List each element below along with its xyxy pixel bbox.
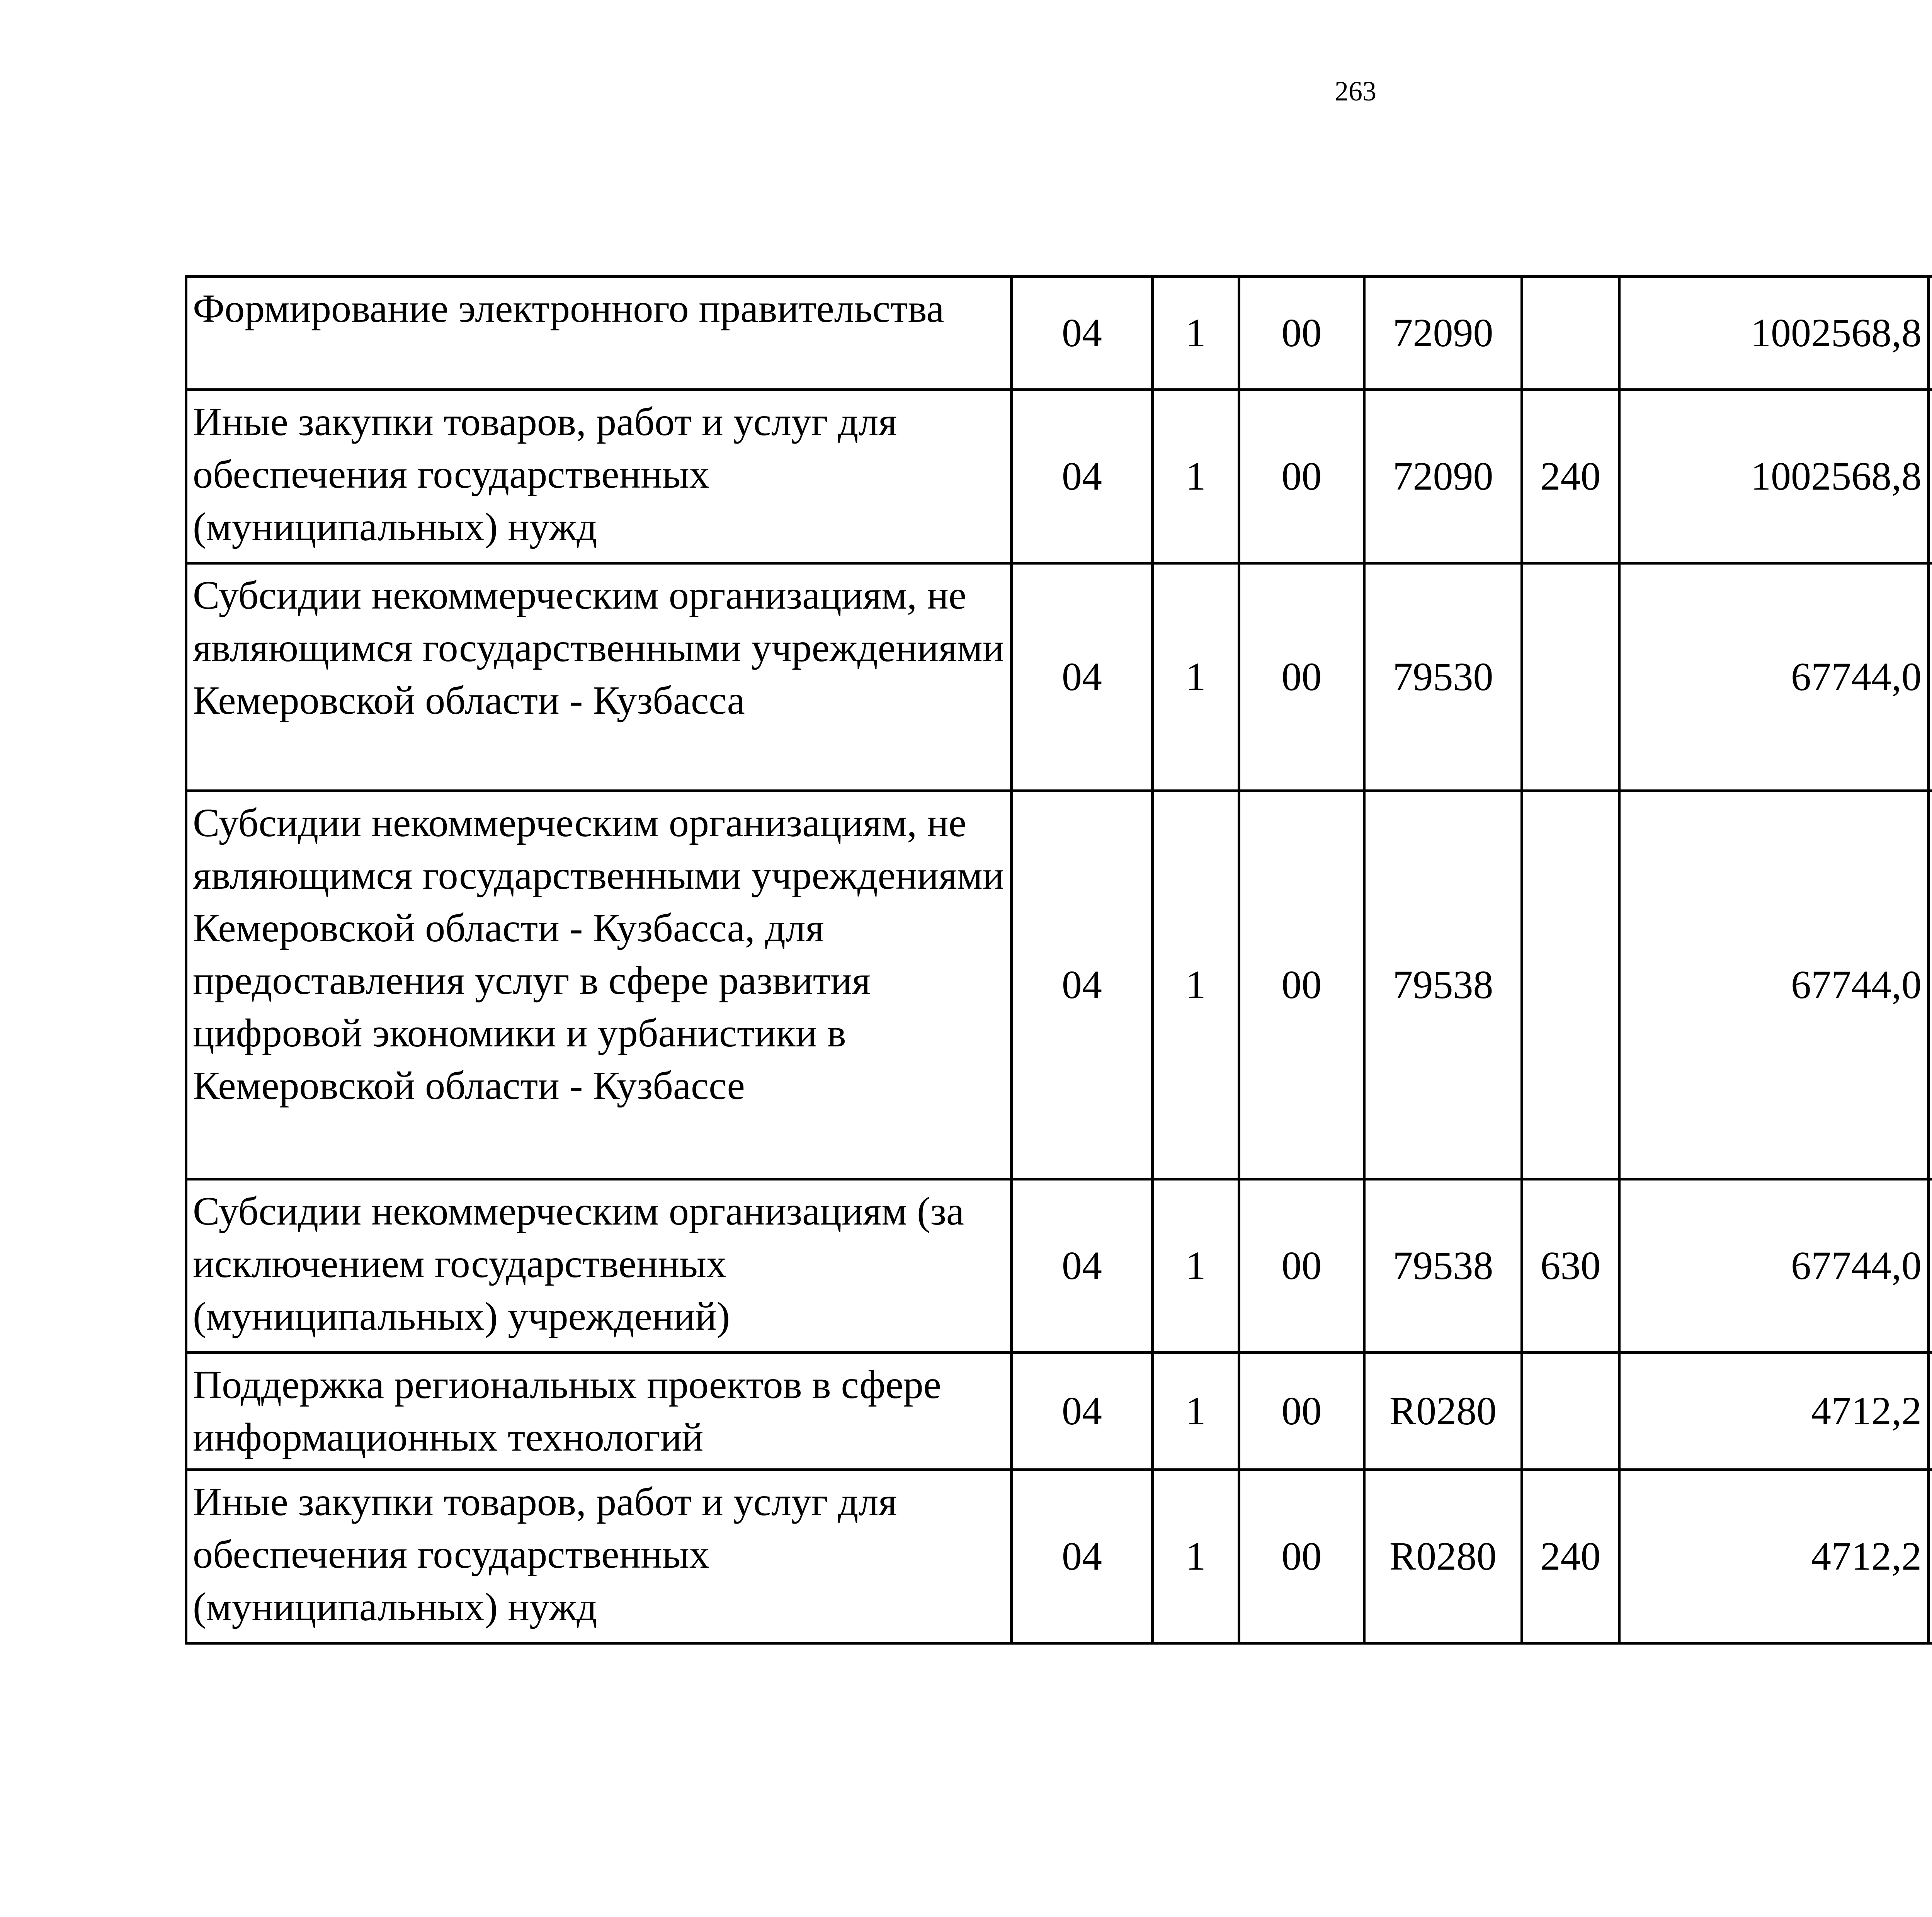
expense-type-code	[1522, 1353, 1619, 1470]
subprogram-code: 00	[1239, 277, 1364, 390]
direction-code: 79538	[1364, 791, 1522, 1179]
row-name: Субсидии некоммерческим организациям, не являющимся государственными учреждениями Кемеровской области - Кузбасса, для предоставления услуг в сфере развития цифровой экономики и урбанистики в Кемеровской области - Кузбассе	[186, 791, 1012, 1179]
direction-code: 79530	[1364, 563, 1522, 791]
section-code: 04	[1012, 1353, 1153, 1470]
program-code: 1	[1153, 1179, 1239, 1353]
program-code: 1	[1153, 563, 1239, 791]
row-name: Иные закупки товаров, работ и услуг для обеспечения государственных (муниципальных) нужд	[186, 390, 1012, 563]
row-name: Формирование электронного правительства	[186, 277, 1012, 390]
table-row	[186, 277, 1932, 390]
subprogram-code: 00	[1239, 1353, 1364, 1470]
direction-code: R0280	[1364, 1353, 1522, 1470]
expense-type-code: 630	[1522, 1179, 1619, 1353]
page-number: 263	[1335, 76, 1376, 107]
section-code: 04	[1012, 277, 1153, 390]
budget-table	[185, 275, 1932, 1645]
amount-2	[1929, 1353, 1932, 1470]
subprogram-code: 00	[1239, 791, 1364, 1179]
amount-1: 4712,2	[1619, 1353, 1929, 1470]
direction-code: 79538	[1364, 1179, 1522, 1353]
amount-1: 67744,0	[1619, 791, 1929, 1179]
amount-2	[1929, 563, 1932, 791]
row-name: Субсидии некоммерческим организациям, не являющимся государственными учреждениями Кемеровской области - Кузбасса	[186, 563, 1012, 791]
expense-type-code	[1522, 563, 1619, 791]
subprogram-code: 00	[1239, 1179, 1364, 1353]
section-code: 04	[1012, 791, 1153, 1179]
amount-2	[1929, 1470, 1932, 1643]
subprogram-code: 00	[1239, 1470, 1364, 1643]
amount-1: 67744,0	[1619, 1179, 1929, 1353]
direction-code: 72090	[1364, 277, 1522, 390]
amount-1: 67744,0	[1619, 563, 1929, 791]
direction-code: 72090	[1364, 390, 1522, 563]
subprogram-code: 00	[1239, 563, 1364, 791]
table-row	[186, 1470, 1932, 1643]
program-code: 1	[1153, 1470, 1239, 1643]
subprogram-code: 00	[1239, 390, 1364, 563]
section-code: 04	[1012, 1470, 1153, 1643]
section-code: 04	[1012, 390, 1153, 563]
program-code: 1	[1153, 1353, 1239, 1470]
amount-1: 1002568,8	[1619, 277, 1929, 390]
expense-type-code	[1522, 791, 1619, 1179]
table-row	[186, 390, 1932, 563]
table-row	[186, 791, 1932, 1179]
amount-2	[1929, 791, 1932, 1179]
program-code: 1	[1153, 791, 1239, 1179]
row-name: Иные закупки товаров, работ и услуг для обеспечения государственных (муниципальных) нужд	[186, 1470, 1012, 1643]
section-code: 04	[1012, 1179, 1153, 1353]
expense-type-code	[1522, 277, 1619, 390]
amount-2	[1929, 1179, 1932, 1353]
direction-code: R0280	[1364, 1470, 1522, 1643]
expense-type-code: 240	[1522, 1470, 1619, 1643]
section-code: 04	[1012, 563, 1153, 791]
table-row	[186, 1353, 1932, 1470]
row-name: Субсидии некоммерческим организациям (за исключением государственных (муниципальных) учреждений)	[186, 1179, 1012, 1353]
amount-2	[1929, 390, 1932, 563]
program-code: 1	[1153, 390, 1239, 563]
amount-1: 4712,2	[1619, 1470, 1929, 1643]
program-code: 1	[1153, 277, 1239, 390]
expense-type-code: 240	[1522, 390, 1619, 563]
amount-1: 1002568,8	[1619, 390, 1929, 563]
table-row	[186, 1179, 1932, 1353]
table-row	[186, 563, 1932, 791]
row-name: Поддержка региональных проектов в сфере информационных технологий	[186, 1353, 1012, 1470]
amount-2	[1929, 277, 1932, 390]
